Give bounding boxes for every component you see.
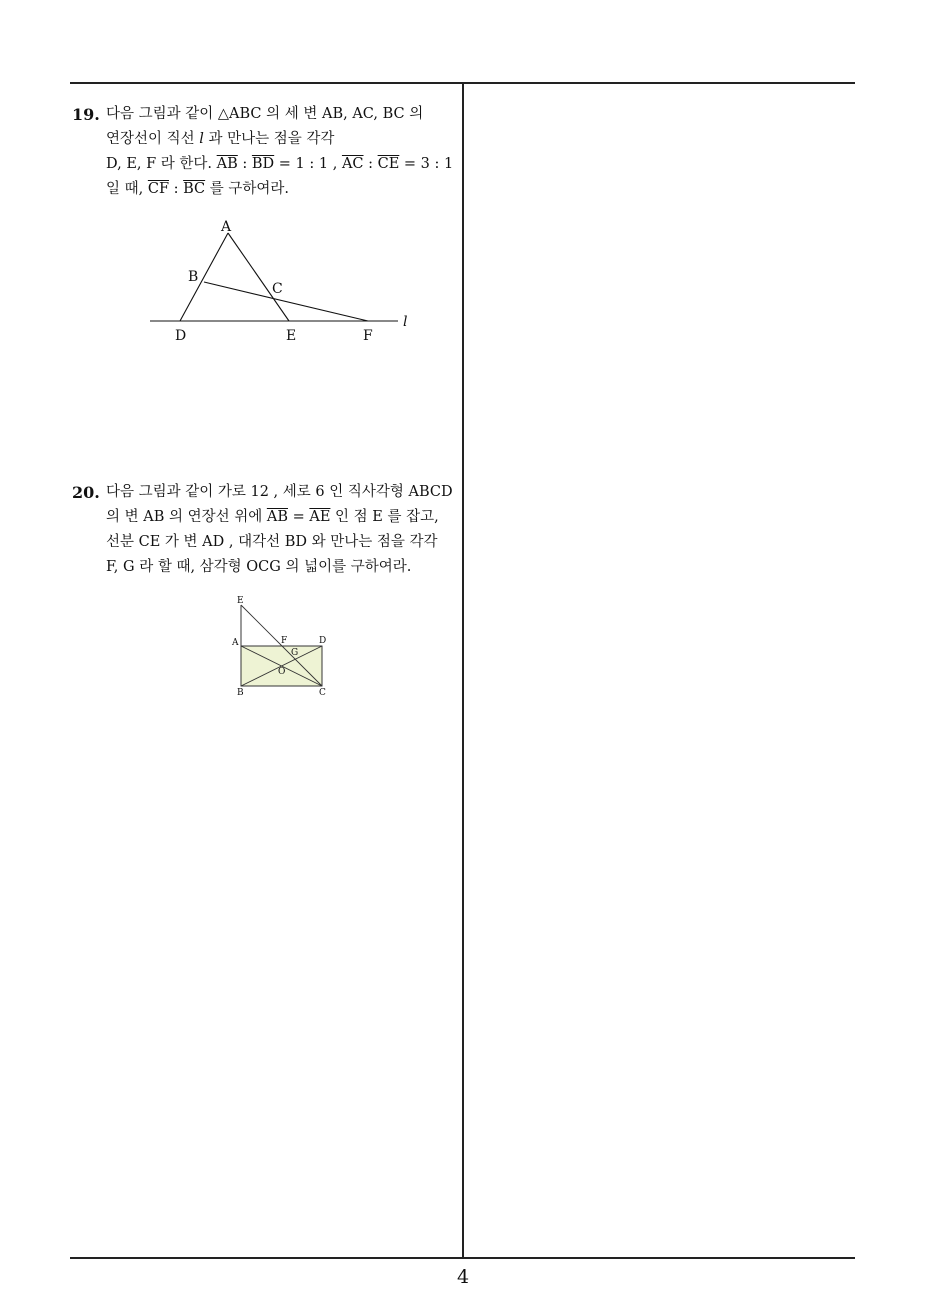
- segment-ae: [228, 233, 289, 321]
- segment-bc: $\overline{BC}$: [183, 181, 206, 197]
- text-line: 다음 그림과 같이 가로 12 , 세로 6 인 직사각형 ABCD: [106, 484, 453, 500]
- question-number: 20.: [72, 483, 100, 502]
- figure-20-rectangle: [228, 592, 338, 698]
- text-line: 선분 CE 가 변 AD , 대각선 BD 와 만나는 점을 각각: [106, 534, 438, 550]
- question-20: [72, 480, 460, 580]
- label-D: D: [319, 636, 327, 646]
- text-line: 의 변 AB 의 연장선 위에 $\overline{AB} = \overline{AE}$ 인 점 E 를 잡고,: [106, 509, 439, 525]
- label-G: G: [291, 648, 299, 658]
- segment-ab: $\overline{AB}$: [216, 156, 238, 172]
- figure-19-triangle: [140, 212, 430, 347]
- label-C: C: [319, 688, 326, 698]
- question-number: 19.: [72, 105, 100, 124]
- label-F: F: [363, 328, 373, 344]
- label-E: E: [237, 596, 244, 606]
- label-O: O: [278, 667, 286, 677]
- segment-ab: $\overline{AB}$: [266, 509, 288, 525]
- page-number: 4: [456, 1266, 470, 1288]
- segment-cf: $\overline{CF}$: [147, 181, 169, 197]
- label-E: E: [286, 328, 297, 344]
- label-A: A: [221, 219, 232, 235]
- label-F: F: [281, 636, 288, 646]
- question-text: [106, 480, 460, 580]
- text-line: 일 때, $\overline{CF}$ : $\overline{BC}$ 를 구하여라.: [106, 181, 290, 197]
- variable-l: l: [199, 131, 204, 147]
- label-B: B: [237, 688, 244, 698]
- label-l: l: [403, 314, 408, 330]
- label-B: B: [188, 269, 199, 285]
- text-line: F, G 라 할 때, 삼각형 OCG 의 넓이를 구하여라.: [106, 559, 412, 575]
- text-line: 다음 그림과 같이 △ABC 의 세 변 AB, AC, BC 의: [106, 106, 424, 122]
- text-line: D, E, F 라 한다. $\overline{AB}$ : $\overline{BD} = 1$ : 1 , $\overline{AC}$ : $\overline{CE} = 3$ : 1: [106, 156, 454, 172]
- column-divider: [462, 82, 464, 1259]
- text-line: 연장선이 직선 l 과 만나는 점을 각각: [106, 131, 335, 147]
- label-D: D: [175, 328, 187, 344]
- label-C: C: [272, 281, 283, 297]
- segment-ce: $\overline{CE}$: [377, 156, 400, 172]
- segment-bf: [204, 282, 368, 321]
- segment-bd: $\overline{BD}$: [251, 156, 275, 172]
- segment-ae: $\overline{AE}$: [309, 509, 331, 525]
- label-A: A: [232, 638, 239, 648]
- question-19: [72, 102, 460, 202]
- segment-ac: $\overline{AC}$: [341, 156, 364, 172]
- question-text: [106, 102, 460, 202]
